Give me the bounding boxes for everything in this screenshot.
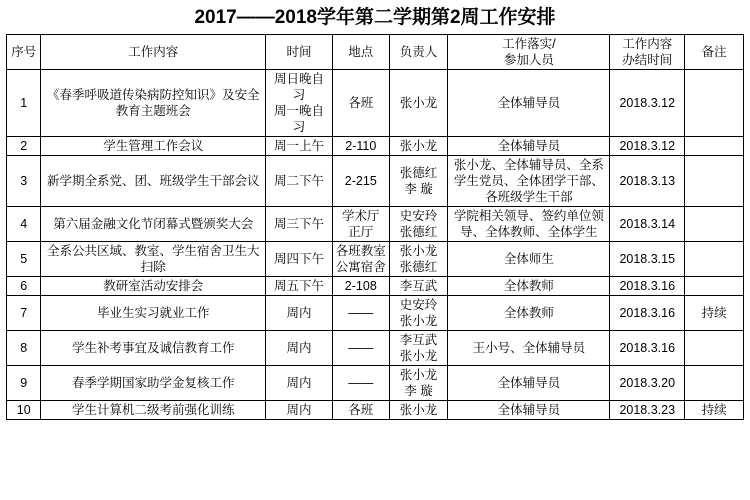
cell-time (266, 366, 333, 401)
cell-place (332, 70, 389, 137)
cell-remark (685, 401, 744, 420)
cell-line: 学生补考事宜及诚信教育工作 (72, 341, 235, 355)
cell-line: 张小龙 (399, 368, 438, 382)
cell-line: 全体教师 (503, 306, 554, 320)
cell-content (41, 277, 266, 296)
cell-line: 周日晚自习 (274, 72, 325, 102)
header-line: 地点 (348, 45, 374, 59)
cell-line: 张小龙 (399, 349, 438, 363)
cell-owner (389, 156, 448, 207)
cell-line: 史安玲 (399, 298, 438, 312)
cell-line: 1 (20, 96, 28, 110)
cell-line: 周内 (286, 403, 312, 417)
cell-line: 李互武 (399, 279, 438, 293)
cell-line: 2018.3.16 (619, 306, 676, 320)
cell-line: 李 璇 (404, 384, 433, 398)
cell-attendees (448, 137, 610, 156)
cell-content (41, 331, 266, 366)
cell-line: —— (348, 376, 374, 390)
table-row (7, 207, 744, 242)
cell-attendees (448, 296, 610, 331)
cell-time (266, 70, 333, 137)
cell-line: 2-108 (344, 279, 377, 293)
cell-remark (685, 207, 744, 242)
cell-no (7, 366, 41, 401)
cell-content (41, 366, 266, 401)
cell-no (7, 242, 41, 277)
cell-line: 全体师生 (503, 252, 554, 266)
cell-no (7, 70, 41, 137)
table-header-row (7, 35, 744, 70)
cell-line: 周二下午 (274, 174, 325, 188)
page-title: 2017——2018学年第二学期第2周工作安排 (194, 7, 556, 28)
table-row (7, 242, 744, 277)
cell-owner (389, 207, 448, 242)
cell-due (610, 156, 685, 207)
cell-time (266, 207, 333, 242)
cell-line: 张小龙、全体辅导员、全系 (453, 158, 604, 172)
cell-due (610, 401, 685, 420)
cell-line: 全体辅导员 (497, 403, 561, 417)
cell-line: 周内 (286, 341, 312, 355)
cell-line: 持续 (701, 306, 727, 320)
cell-remark (685, 70, 744, 137)
cell-line: 周内 (286, 376, 312, 390)
cell-due (610, 242, 685, 277)
cell-line: 第六届金融文化节闭幕式暨颁奖大会 (53, 217, 254, 231)
header-cell-place (332, 35, 389, 70)
header-cell-no (7, 35, 41, 70)
header-line: 序号 (11, 45, 37, 59)
cell-line: —— (348, 341, 374, 355)
header-line: 工作落实/ (502, 37, 556, 51)
cell-line: 学生管理工作会议 (103, 139, 204, 153)
cell-remark (685, 137, 744, 156)
cell-due (610, 207, 685, 242)
cell-no (7, 401, 41, 420)
table-row (7, 331, 744, 366)
header-cell-due (610, 35, 685, 70)
header-line: 备注 (701, 45, 727, 59)
cell-line: 2-110 (345, 139, 377, 153)
cell-content (41, 207, 266, 242)
table-row (7, 137, 744, 156)
cell-time (266, 242, 333, 277)
header-cell-time (266, 35, 333, 70)
cell-content (41, 70, 266, 137)
cell-time (266, 401, 333, 420)
cell-attendees (448, 277, 610, 296)
cell-due (610, 277, 685, 296)
cell-line: 学术厅 (342, 209, 380, 223)
cell-line: 王小号、全体辅导员 (472, 341, 586, 355)
header-line: 负责人 (399, 45, 438, 59)
cell-remark (685, 366, 744, 401)
cell-line: 张德红 (399, 225, 438, 239)
cell-due (610, 137, 685, 156)
cell-line: 2-215 (344, 174, 377, 188)
cell-line: 史安玲 (399, 209, 438, 223)
cell-no (7, 156, 41, 207)
cell-line: 2018.3.16 (619, 279, 676, 293)
cell-line: 正厅 (348, 225, 374, 239)
cell-line: 张小龙 (399, 96, 438, 110)
cell-line: 全体辅导员 (497, 376, 561, 390)
cell-no (7, 277, 41, 296)
cell-line: 2018.3.13 (619, 174, 676, 188)
header-cell-owner (389, 35, 448, 70)
cell-owner (389, 242, 448, 277)
cell-place (332, 331, 389, 366)
cell-line: 2018.3.12 (619, 139, 676, 153)
cell-no (7, 207, 41, 242)
table-row (7, 277, 744, 296)
cell-line: 教育主题班会 (115, 104, 191, 118)
cell-content (41, 296, 266, 331)
cell-attendees (448, 242, 610, 277)
cell-content (41, 242, 266, 277)
cell-line: 2018.3.23 (619, 403, 676, 417)
header-line: 办结时间 (622, 53, 673, 67)
cell-line: 2018.3.12 (619, 96, 676, 110)
cell-owner (389, 366, 448, 401)
cell-remark (685, 331, 744, 366)
table-row (7, 366, 744, 401)
cell-attendees (448, 207, 610, 242)
cell-no (7, 137, 41, 156)
cell-line: —— (348, 306, 374, 320)
work-schedule-table (6, 34, 744, 420)
cell-line: 导、全体教师、全体学生 (460, 225, 598, 239)
cell-time (266, 331, 333, 366)
cell-line: 各班级学生干部 (485, 190, 573, 204)
cell-line: 周五下午 (274, 279, 325, 293)
cell-line: 持续 (701, 403, 727, 417)
cell-place (332, 156, 389, 207)
cell-line: 全系公共区域、教室、学生宿舍卫生大 (47, 244, 260, 258)
header-line: 工作内容 (622, 37, 673, 51)
cell-line: 李互武 (399, 333, 438, 347)
cell-line: 8 (20, 341, 28, 355)
table-row (7, 70, 744, 137)
cell-attendees (448, 331, 610, 366)
cell-line: 全体辅导员 (497, 139, 561, 153)
cell-owner (389, 137, 448, 156)
cell-line: 学院相关领导、签约单位领 (453, 209, 604, 223)
header-cell-content (41, 35, 266, 70)
cell-content (41, 137, 266, 156)
cell-line: 周三下午 (274, 217, 325, 231)
cell-place (332, 366, 389, 401)
cell-due (610, 366, 685, 401)
header-line: 参加人员 (503, 53, 554, 67)
cell-attendees (448, 70, 610, 137)
header-cell-attendees (448, 35, 610, 70)
cell-remark (685, 277, 744, 296)
cell-line: 春季学期国家助学金复核工作 (72, 376, 235, 390)
cell-line: 周一晚自习 (274, 104, 325, 134)
cell-line: 6 (20, 279, 28, 293)
cell-line: 各班 (348, 96, 374, 110)
cell-line: 周一上午 (274, 139, 325, 153)
cell-no (7, 296, 41, 331)
table-row (7, 156, 744, 207)
table-row (7, 296, 744, 331)
header-line: 工作内容 (128, 45, 179, 59)
cell-line: 新学期全系党、团、班级学生干部会议 (47, 174, 260, 188)
cell-line: 周四下午 (274, 252, 325, 266)
cell-place (332, 137, 389, 156)
cell-line: 10 (16, 403, 31, 417)
cell-place (332, 207, 389, 242)
cell-line: 各班 (348, 403, 374, 417)
cell-line: 3 (20, 174, 28, 188)
cell-line: 2018.3.16 (619, 341, 676, 355)
cell-owner (389, 70, 448, 137)
cell-line: 扫除 (140, 260, 166, 274)
cell-line: 9 (20, 376, 28, 390)
cell-owner (389, 401, 448, 420)
cell-remark (685, 156, 744, 207)
cell-line: 2018.3.14 (619, 217, 676, 231)
cell-place (332, 242, 389, 277)
cell-no (7, 331, 41, 366)
cell-remark (685, 242, 744, 277)
cell-line: 学生党员、全体团学干部、 (453, 174, 604, 188)
cell-line: 教研室活动安排会 (103, 279, 204, 293)
cell-time (266, 156, 333, 207)
cell-line: 各班教室 (335, 244, 386, 258)
cell-line: 学生计算机二级考前强化训练 (72, 403, 235, 417)
cell-line: 公寓宿舍 (335, 260, 386, 274)
cell-attendees (448, 366, 610, 401)
cell-content (41, 401, 266, 420)
cell-line: 2018.3.15 (619, 252, 676, 266)
cell-line: 张小龙 (399, 244, 438, 258)
cell-attendees (448, 156, 610, 207)
cell-line: 张小龙 (399, 403, 438, 417)
cell-place (332, 296, 389, 331)
cell-time (266, 137, 333, 156)
cell-line: 全体教师 (503, 279, 554, 293)
header-cell-remark (685, 35, 744, 70)
cell-line: 《春季呼吸道传染病防控知识》及安全 (47, 88, 260, 102)
cell-line: 5 (20, 252, 28, 266)
cell-line: 张小龙 (399, 139, 438, 153)
cell-line: 2 (20, 139, 28, 153)
cell-owner (389, 296, 448, 331)
cell-attendees (448, 401, 610, 420)
cell-line: 张德红 (399, 166, 438, 180)
cell-due (610, 331, 685, 366)
cell-line: 张小龙 (399, 314, 438, 328)
table-row (7, 401, 744, 420)
cell-time (266, 296, 333, 331)
cell-remark (685, 296, 744, 331)
cell-content (41, 156, 266, 207)
cell-place (332, 401, 389, 420)
cell-line: 2018.3.20 (619, 376, 676, 390)
cell-due (610, 296, 685, 331)
cell-place (332, 277, 389, 296)
cell-line: 张德红 (399, 260, 438, 274)
cell-time (266, 277, 333, 296)
header-line: 时间 (286, 45, 312, 59)
cell-owner (389, 277, 448, 296)
cell-owner (389, 331, 448, 366)
cell-line: 4 (20, 217, 28, 231)
cell-line: 7 (20, 306, 28, 320)
cell-line: 李 璇 (404, 182, 433, 196)
cell-line: 毕业生实习就业工作 (97, 306, 210, 320)
cell-line: 全体辅导员 (497, 96, 561, 110)
cell-line: 周内 (286, 306, 312, 320)
cell-due (610, 70, 685, 137)
